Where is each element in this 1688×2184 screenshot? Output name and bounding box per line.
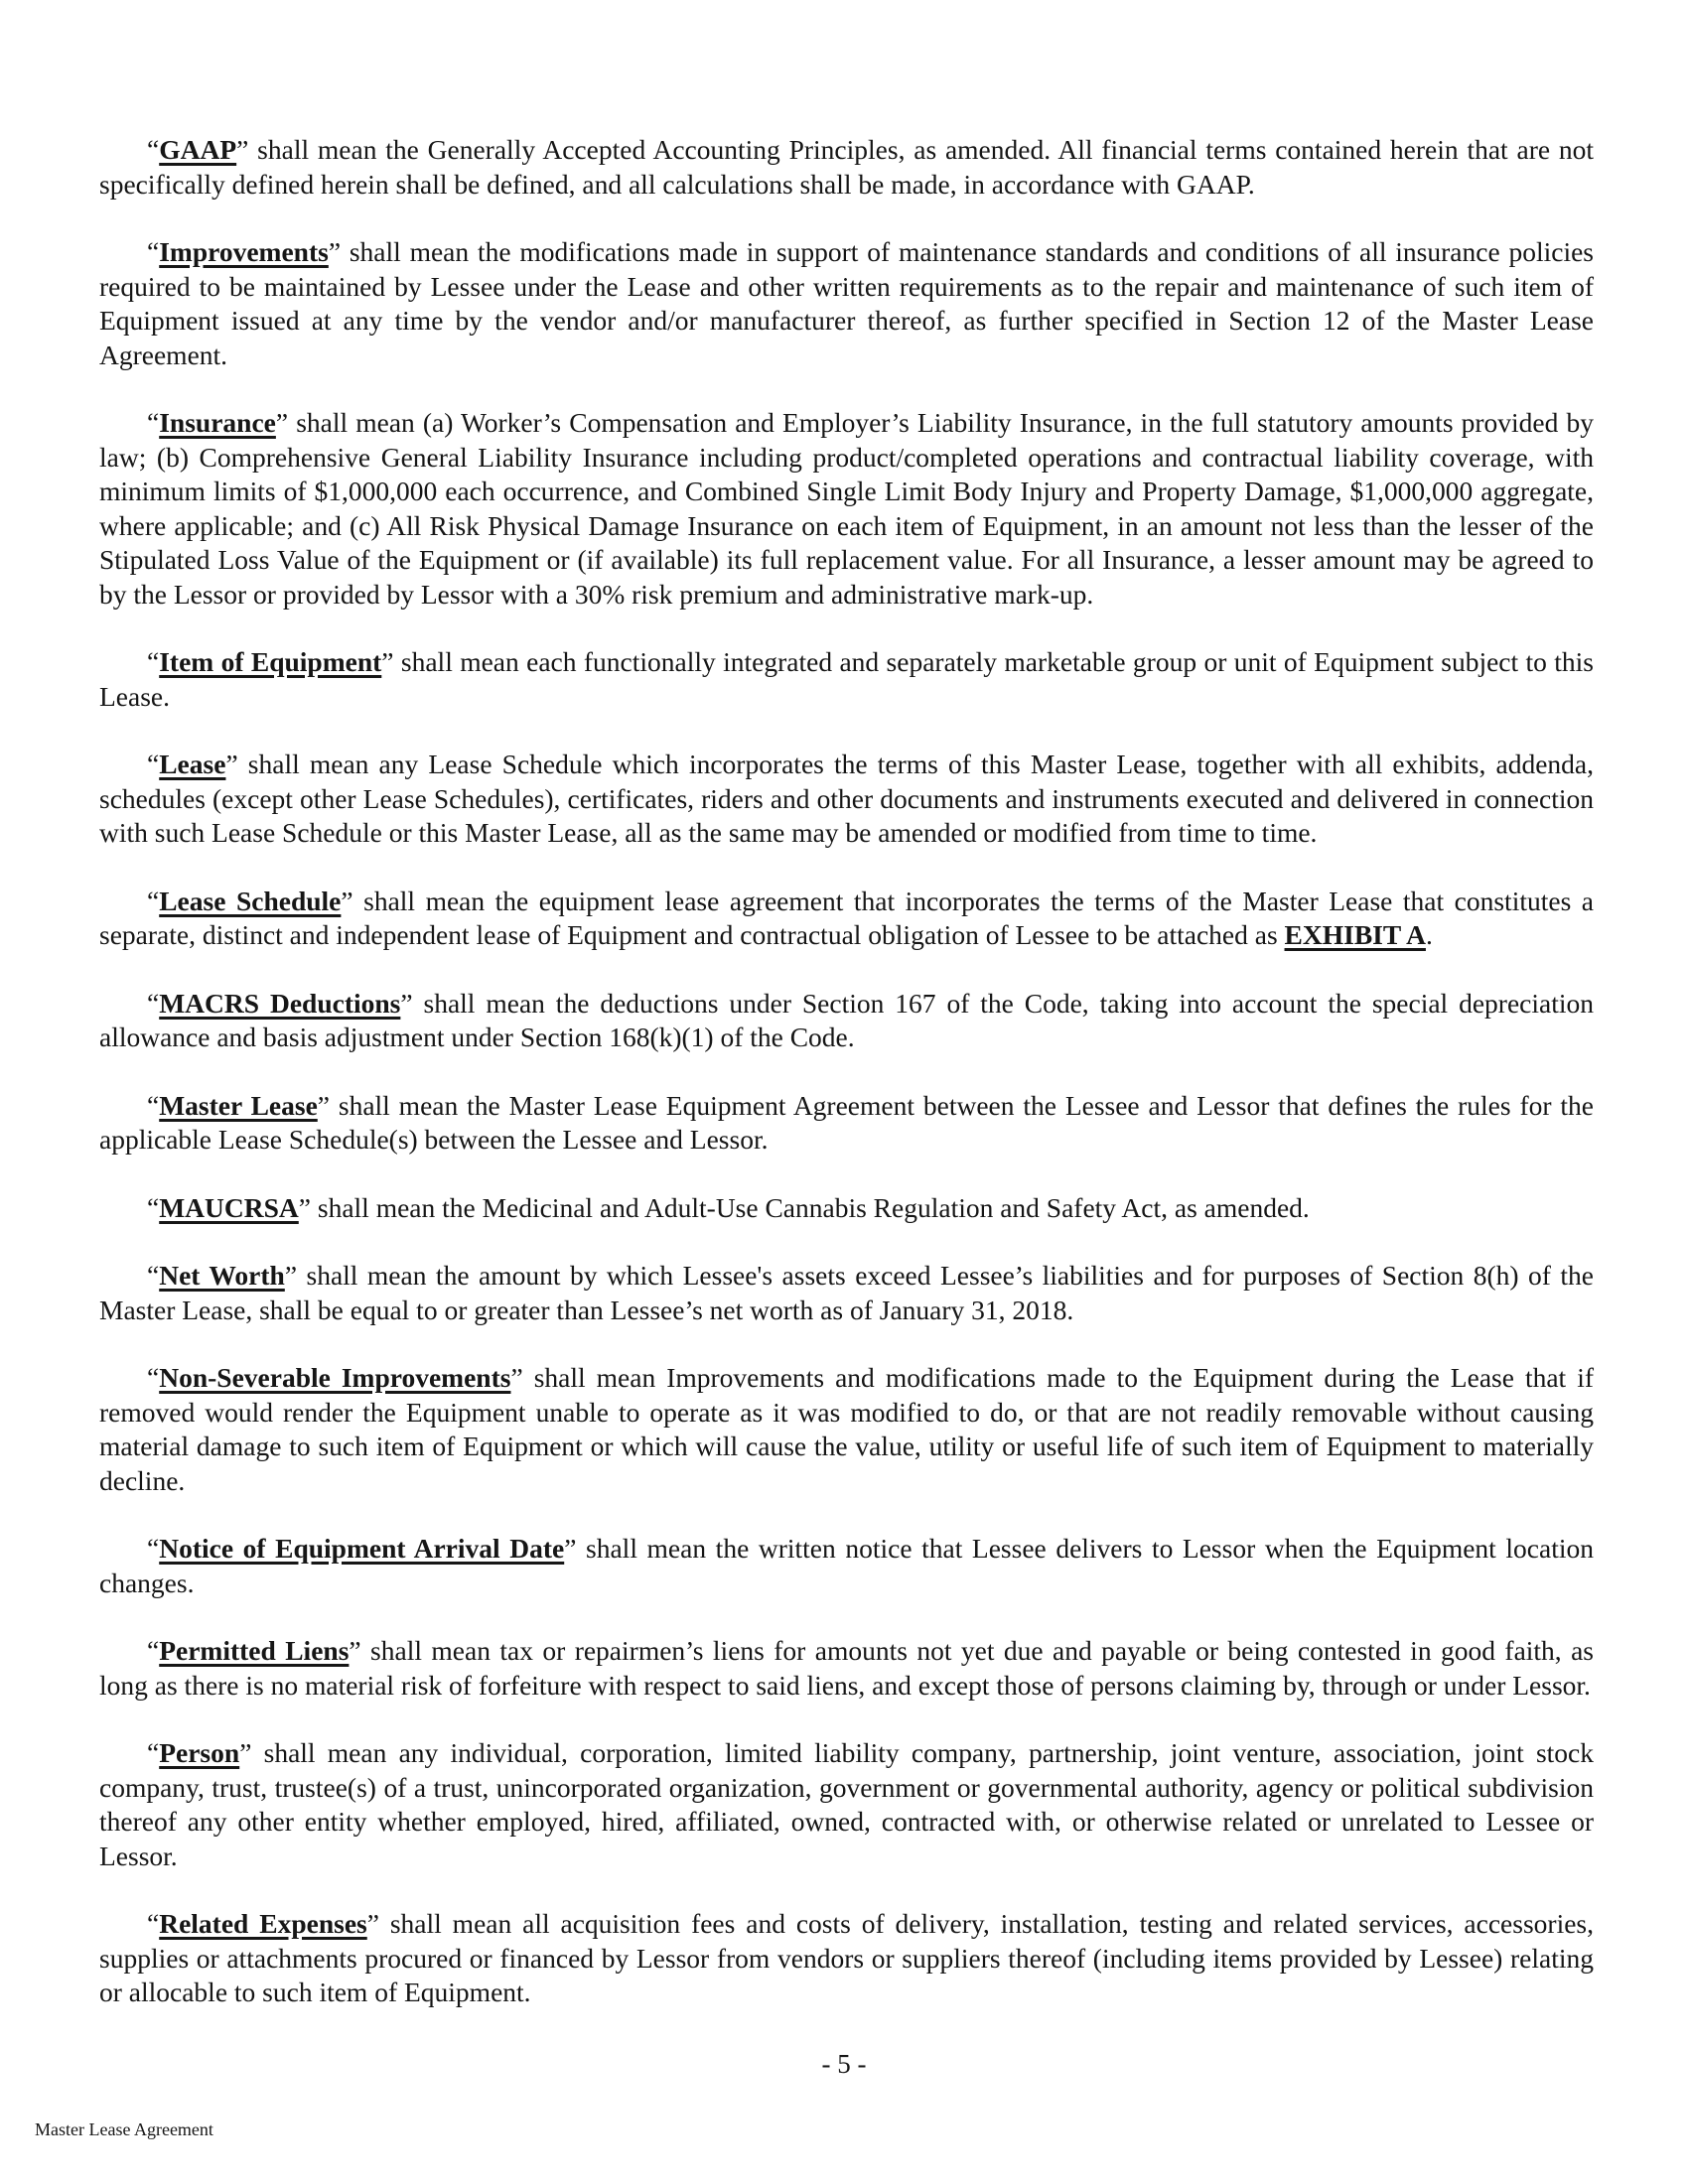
defined-term: Improvements [159, 236, 329, 267]
close-quote-mark: ” [400, 987, 413, 1019]
definition-paragraph [99, 1634, 1594, 1703]
open-quote-mark: “ [147, 1191, 160, 1223]
close-quote-mark: ” [236, 134, 249, 165]
defined-term: Related Expenses [159, 1908, 367, 1939]
open-quote-mark: “ [147, 646, 160, 677]
open-quote-mark: “ [147, 1908, 160, 1939]
definition-paragraph [99, 987, 1594, 1055]
defined-term: Non-Severable Improvements [159, 1362, 511, 1393]
definition-text: shall mean the Generally Accepted Accounting Principles, as amended. All financial terms contained herein that are not specifically defined herein shall be defined, and all calculations shall be made, in accordance with GAAP. [99, 134, 1594, 200]
close-quote-mark: ” [298, 1191, 311, 1223]
close-quote-mark: ” [284, 1260, 298, 1291]
defined-term: Insurance [159, 407, 276, 438]
definition-paragraph [99, 645, 1594, 714]
defined-term: Notice of Equipment Arrival Date [159, 1533, 565, 1564]
open-quote-mark: “ [147, 987, 160, 1019]
definition-paragraph [99, 406, 1594, 612]
close-quote-mark: ” [510, 1362, 523, 1393]
defined-term: Lease [159, 749, 226, 779]
definition-text: shall mean Improvements and modifications made to the Equipment during the Lease that if removed would render the Equipment unable to operate as it was modified to do, or that are not readily removable without causing material damage to such item of Equipment or which will cause the value, utility or useful life of such item of Equipment to materially decline. [99, 1362, 1595, 1496]
definition-text: shall mean (a) Worker’s Compensation and Employer’s Liability Insurance, in the full statutory amounts provided by law; (b) Comprehensive General Liability Insurance including product/completed operations and contractual liability coverage, with minimum limits of $1,000,000 each occurrence, and Combined Single Limit Body Injury and Property Damage, $1,000,000 aggregate, where applicable; and (c) All Risk Physical Damage Insurance on each item of Equipment, in an amount not less than the lesser of the Stipulated Loss Value of the Equipment or (if available) its full replacement value. For all Insurance, a lesser amount may be agreed to by the Lessor or provided by Lessor with a 30% risk premium and administrative mark-up. [99, 407, 1594, 610]
definition-paragraph [99, 1532, 1594, 1600]
footer-document-title: Master Lease Agreement [35, 2119, 213, 2139]
close-quote-mark: ” [564, 1533, 577, 1564]
definition-paragraph [99, 1361, 1594, 1498]
definition-text: shall mean the modifications made in support of maintenance standards and conditions of all insurance policies required to be maintained by Lessee under the Lease and other written requirements as to the repair and maintenance of such item of Equipment issued at any time by the vendor and/or manufacturer thereof, as further specified in Section 12 of the Master Lease Agreement. [99, 236, 1594, 370]
definition-paragraph [99, 133, 1594, 202]
exhibit-reference: EXHIBIT A [1284, 919, 1426, 950]
definition-paragraph [99, 1259, 1594, 1327]
definition-text: shall mean the equipment lease agreement that incorporates the terms of the Master Lease that constitutes a separate, distinct and independent lease of Equipment and contractual obligation of Lessee to be attached as [99, 885, 1595, 950]
open-quote-mark: “ [147, 1362, 160, 1393]
close-quote-mark: ” [239, 1737, 252, 1768]
defined-term: Person [159, 1737, 240, 1768]
close-quote-mark: ” [366, 1908, 379, 1939]
close-quote-mark: ” [328, 236, 342, 267]
defined-term: Permitted Liens [159, 1635, 350, 1666]
defined-term: GAAP [159, 134, 237, 165]
defined-term: MACRS Deductions [159, 987, 401, 1019]
definition-text: . [1425, 919, 1433, 950]
defined-term: Lease Schedule [159, 885, 342, 916]
open-quote-mark: “ [147, 236, 160, 267]
open-quote-mark: “ [147, 1089, 160, 1121]
definition-paragraph [99, 1736, 1594, 1873]
definition-text: shall mean any Lease Schedule which incorporates the terms of this Master Lease, together with all exhibits, addenda, schedules (except other Lease Schedules), certificates, riders and other documents and instruments executed and delivered in connection with such Lease Schedule or this Master Lease, all as the same may be amended or modified from time to time. [99, 749, 1594, 848]
defined-term: MAUCRSA [159, 1191, 299, 1223]
definition-text: shall mean each functionally integrated and separately marketable group or unit of Equipment subject to this Lease. [99, 646, 1595, 712]
open-quote-mark: “ [147, 749, 160, 779]
definition-paragraph [99, 235, 1594, 372]
open-quote-mark: “ [147, 1635, 160, 1666]
defined-term: Master Lease [159, 1089, 318, 1121]
close-quote-mark: ” [275, 407, 289, 438]
open-quote-mark: “ [147, 1533, 160, 1564]
definition-text: shall mean any individual, corporation, limited liability company, partnership, joint venture, association, joint stock company, trust, trustee(s) of a trust, unincorporated organization, government or governmental authority, agency or political subdivision thereof any other entity whether employed, hired, affiliated, owned, contracted with, or otherwise related or unrelated to Lessee or Lessor. [99, 1737, 1594, 1871]
close-quote-mark: ” [381, 646, 394, 677]
definition-paragraph [99, 1191, 1594, 1226]
close-quote-mark: ” [225, 749, 238, 779]
defined-term: Item of Equipment [159, 646, 382, 677]
definition-text: shall mean the written notice that Lessee delivers to Lessor when the Equipment location changes. [99, 1533, 1594, 1598]
definition-text: shall mean all acquisition fees and costs of delivery, installation, testing and related services, accessories, supplies or attachments procured or financed by Lessor from vendors or suppliers thereof (including items provided by Lessee) relating or allocable to such item of Equipment. [99, 1908, 1594, 2007]
definition-text: shall mean the Master Lease Equipment Agreement between the Lessee and Lessor that defines the rules for the applicable Lease Schedule(s) between the Lessee and Lessor. [99, 1089, 1594, 1155]
definition-text: shall mean the amount by which Lessee's assets exceed Lessee’s liabilities and for purposes of Section 8(h) of the Master Lease, shall be equal to or greater than Lessee’s net worth as of January 31, 2018. [99, 1260, 1594, 1325]
definition-paragraph [99, 885, 1594, 953]
open-quote-mark: “ [147, 134, 160, 165]
close-quote-mark: ” [317, 1089, 330, 1121]
defined-term: Net Worth [159, 1260, 285, 1291]
close-quote-mark: ” [341, 885, 353, 916]
definition-text: shall mean tax or repairmen’s liens for amounts not yet due and payable or being contested in good faith, as long as there is no material risk of forfeiture with respect to said liens, and except those of persons claiming by, through or under Lessor. [99, 1635, 1594, 1701]
definition-text: shall mean the deductions under Section 167 of the Code, taking into account the special depreciation allowance and basis adjustment under Section 168(k)(1) of the Code. [99, 987, 1595, 1052]
open-quote-mark: “ [147, 885, 160, 916]
definition-paragraph [99, 1907, 1594, 2010]
definition-paragraph [99, 748, 1594, 851]
close-quote-mark: ” [349, 1635, 361, 1666]
page-number: - 5 - [821, 2049, 867, 2079]
open-quote-mark: “ [147, 407, 160, 438]
definitions-list [99, 133, 1594, 2010]
open-quote-mark: “ [147, 1260, 160, 1291]
open-quote-mark: “ [147, 1737, 160, 1768]
definition-text: shall mean the Medicinal and Adult-Use Cannabis Regulation and Safety Act, as amended. [311, 1191, 1310, 1223]
definition-paragraph [99, 1089, 1594, 1158]
